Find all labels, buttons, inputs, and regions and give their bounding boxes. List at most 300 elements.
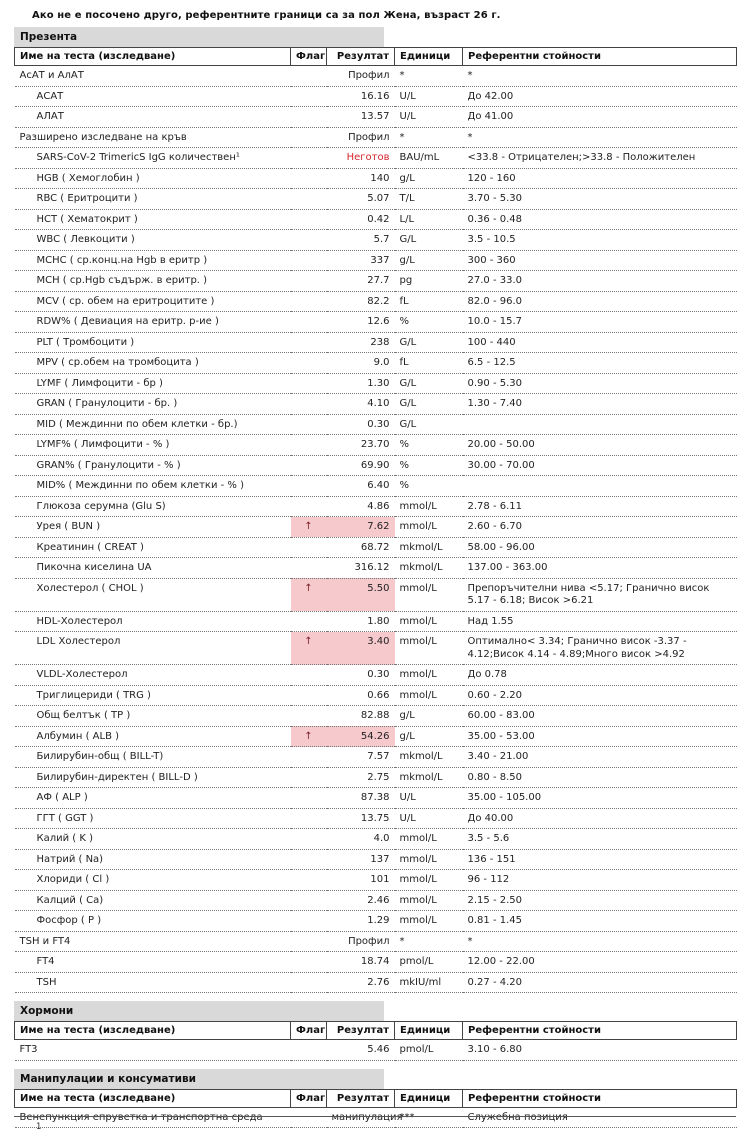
result-flag: ↑ [291,726,327,747]
result-flag [291,435,327,456]
reference-range: 1.30 - 7.40 [463,394,737,415]
result-value: 5.7 [327,230,395,251]
table-row [15,537,737,558]
result-value: 6.40 [327,476,395,497]
table-row [15,373,737,394]
table-row [15,414,737,435]
result-units: L/L [395,209,463,230]
reference-range [463,476,737,497]
table-row [15,685,737,706]
result-units: pmol/L [395,1040,463,1061]
result-flag [291,788,327,809]
reference-range: 35.00 - 53.00 [463,726,737,747]
result-value: 316.12 [327,558,395,579]
result-flag [291,952,327,973]
table-row [15,271,737,292]
reference-range: 0.36 - 0.48 [463,209,737,230]
table-row [15,353,737,374]
table-row [15,168,737,189]
reference-range: 120 - 160 [463,168,737,189]
test-name: TSH [15,972,291,993]
test-name: LYMF% ( Лимфоцити - % ) [15,435,291,456]
result-units: mkmol/L [395,537,463,558]
result-flag [291,66,327,87]
table-row [15,476,737,497]
results-table [14,1089,737,1129]
table-row [15,972,737,993]
result-value: манипулация [327,1107,395,1128]
result-units: U/L [395,107,463,128]
result-value: 27.7 [327,271,395,292]
result-value: 9.0 [327,353,395,374]
result-value: 101 [327,870,395,891]
result-units: mkIU/ml [395,972,463,993]
result-flag [291,312,327,333]
reference-range: * [463,66,737,87]
test-name: Триглицериди ( TRG ) [15,685,291,706]
result-value: 0.30 [327,414,395,435]
test-name: MID ( Междинни по обем клетки - бр.) [15,414,291,435]
table-row [15,189,737,210]
reference-range: До 41.00 [463,107,737,128]
table-row [15,230,737,251]
reference-range: Служебна позиция [463,1107,737,1128]
test-name: АЛАТ [15,107,291,128]
result-value: 0.42 [327,209,395,230]
reference-range: Над 1.55 [463,611,737,632]
table-row [15,849,737,870]
result-units: mmol/L [395,665,463,686]
result-flag [291,665,327,686]
result-flag [291,127,327,148]
result-units: mmol/L [395,611,463,632]
table-row [15,66,737,87]
table-row [15,808,737,829]
table-row [15,890,737,911]
table-row [15,632,737,665]
table-header-row [15,48,737,66]
section-gap [14,1061,736,1067]
table-row [15,312,737,333]
test-name: Калий ( K ) [15,829,291,850]
result-units: fL [395,291,463,312]
test-name: Общ белтък ( TP ) [15,706,291,727]
result-flag [291,931,327,952]
result-units: U/L [395,808,463,829]
result-flag [291,291,327,312]
result-flag [291,209,327,230]
reference-range: 136 - 151 [463,849,737,870]
table-row [15,788,737,809]
table-header-row [15,1022,737,1040]
test-name: MID% ( Междинни по обем клетки - % ) [15,476,291,497]
test-name: MCH ( ср.Hgb съдърж. в еритр. ) [15,271,291,292]
result-value: 5.46 [327,1040,395,1061]
page-number: 1 [36,1122,42,1132]
test-name: Калций ( Ca) [15,890,291,911]
result-flag [291,767,327,788]
test-name: GRAN% ( Гранулоцити - % ) [15,455,291,476]
reference-range: 3.5 - 10.5 [463,230,737,251]
result-value: 4.0 [327,829,395,850]
table-row [15,611,737,632]
result-value: Неготов [327,148,395,169]
result-value: 1.80 [327,611,395,632]
table-row [15,86,737,107]
result-flag [291,373,327,394]
result-units: pg [395,271,463,292]
result-units: mmol/L [395,829,463,850]
reference-range: 0.27 - 4.20 [463,972,737,993]
table-row [15,517,737,538]
result-flag: ↑ [291,632,327,665]
test-name: VLDL-Холестерол [15,665,291,686]
result-value: 7.57 [327,747,395,768]
result-units: * [395,127,463,148]
table-row [15,394,737,415]
table-row [15,1040,737,1061]
result-flag [291,148,327,169]
result-value: 140 [327,168,395,189]
result-flag [291,86,327,107]
result-units: mkmol/L [395,747,463,768]
result-units: mkmol/L [395,767,463,788]
result-flag [291,685,327,706]
result-value: 54.26 [327,726,395,747]
table-row [15,291,737,312]
column-header-flag: Флаг [291,1022,327,1040]
result-flag [291,455,327,476]
reference-range: 12.00 - 22.00 [463,952,737,973]
result-flag [291,476,327,497]
test-name: Фосфор ( P ) [15,911,291,932]
report-sections [14,27,736,1128]
reference-range: 300 - 360 [463,250,737,271]
column-header-result: Резултат [327,1022,395,1040]
result-value: 16.16 [327,86,395,107]
table-row [15,747,737,768]
result-value: 12.6 [327,312,395,333]
reference-range: 137.00 - 363.00 [463,558,737,579]
reference-range: 0.60 - 2.20 [463,685,737,706]
column-header-result: Резултат [327,48,395,66]
result-units: mmol/L [395,870,463,891]
reference-range: 10.0 - 15.7 [463,312,737,333]
test-name: Натрий ( Na) [15,849,291,870]
test-name: RDW% ( Девиация на еритр. р-ие ) [15,312,291,333]
test-name: SARS-CoV-2 TrimericS IgG количествен¹ [15,148,291,169]
result-value: 3.40 [327,632,395,665]
reference-range: 3.70 - 5.30 [463,189,737,210]
table-row [15,250,737,271]
result-value: 2.46 [327,890,395,911]
results-table [14,47,737,993]
test-name: Венепункция епруветка и транспортна среда [15,1107,291,1128]
test-name: ГГТ ( GGT ) [15,808,291,829]
reference-range: 2.60 - 6.70 [463,517,737,538]
result-flag [291,537,327,558]
result-flag [291,414,327,435]
reference-range [463,414,737,435]
column-header-units: Единици [395,48,463,66]
column-header-flag: Флаг [291,48,327,66]
section-gap [14,993,736,999]
column-header-units: Единици [395,1089,463,1107]
result-units: * [395,66,463,87]
table-row [15,911,737,932]
result-value: 137 [327,849,395,870]
result-value: 87.38 [327,788,395,809]
result-units: T/L [395,189,463,210]
result-units: mmol/L [395,517,463,538]
table-row [15,332,737,353]
result-value: 238 [327,332,395,353]
result-units: fL [395,353,463,374]
column-header-reference: Референтни стойности [463,48,737,66]
column-header-flag: Флаг [291,1089,327,1107]
result-flag [291,353,327,374]
reference-notice: Ако не е посочено друго, референтните граници са за пол Жена, възраст 26 г. [32,10,501,21]
table-row [15,558,737,579]
result-value: 1.29 [327,911,395,932]
section-title: Хормони [14,1001,384,1021]
test-name: Глюкоза серумна (Glu S) [15,496,291,517]
result-units: G/L [395,230,463,251]
reference-range: До 0.78 [463,665,737,686]
table-row [15,931,737,952]
test-name: FT4 [15,952,291,973]
test-name: GRAN ( Гранулоцити - бр. ) [15,394,291,415]
result-units: G/L [395,414,463,435]
column-header-name: Име на теста (изследване) [15,1089,291,1107]
test-name: MPV ( ср.обем на тромбоцита ) [15,353,291,374]
result-value: 337 [327,250,395,271]
result-flag [291,706,327,727]
result-flag [291,168,327,189]
table-row [15,435,737,456]
test-name: Холестерол ( CHOL ) [15,578,291,611]
test-name: Разширено изследване на кръв [15,127,291,148]
test-name: Пикочна киселина UA [15,558,291,579]
table-row [15,127,737,148]
test-name: LYMF ( Лимфоцити - бр ) [15,373,291,394]
reference-range: 6.5 - 12.5 [463,353,737,374]
table-row [15,952,737,973]
result-flag [291,972,327,993]
reference-range: 27.0 - 33.0 [463,271,737,292]
test-name: MCV ( ср. обем на еритроцитите ) [15,291,291,312]
result-value: 0.66 [327,685,395,706]
table-row [15,870,737,891]
reference-range: 20.00 - 50.00 [463,435,737,456]
table-row [15,455,737,476]
test-name: Билирубин-общ ( BILL-T) [15,747,291,768]
table-row [15,1107,737,1128]
result-units: BAU/mL [395,148,463,169]
result-units: % [395,312,463,333]
result-value: 23.70 [327,435,395,456]
reference-range: До 40.00 [463,808,737,829]
result-units: mmol/L [395,685,463,706]
result-units: G/L [395,394,463,415]
reference-range: * [463,127,737,148]
result-flag: ↑ [291,578,327,611]
table-row [15,706,737,727]
reference-range: 3.40 - 21.00 [463,747,737,768]
test-name: MCHC ( ср.конц.на Hgb в еритр ) [15,250,291,271]
test-name: PLT ( Тромбоцити ) [15,332,291,353]
result-value: 82.2 [327,291,395,312]
result-value: Профил [327,127,395,148]
reference-range: 3.10 - 6.80 [463,1040,737,1061]
result-flag [291,829,327,850]
result-flag [291,107,327,128]
result-flag [291,332,327,353]
result-flag [291,394,327,415]
result-value: 2.76 [327,972,395,993]
column-header-name: Име на теста (изследване) [15,48,291,66]
result-value: 68.72 [327,537,395,558]
result-flag [291,558,327,579]
result-units: mmol/L [395,890,463,911]
result-flag [291,911,327,932]
result-value: Профил [327,66,395,87]
reference-range: 2.15 - 2.50 [463,890,737,911]
result-value: 1.30 [327,373,395,394]
result-units: G/L [395,332,463,353]
reference-range: 2.78 - 6.11 [463,496,737,517]
table-row [15,209,737,230]
reference-range: 60.00 - 83.00 [463,706,737,727]
column-header-units: Единици [395,1022,463,1040]
reference-range: 3.5 - 5.6 [463,829,737,850]
result-flag [291,230,327,251]
test-name: Хлориди ( Cl ) [15,870,291,891]
result-units: U/L [395,86,463,107]
test-name: Албумин ( ALB ) [15,726,291,747]
column-header-name: Име на теста (изследване) [15,1022,291,1040]
result-value: 82.88 [327,706,395,727]
reference-range: 82.0 - 96.0 [463,291,737,312]
reference-range: Оптимално< 3.34; Гранично висок -3.37 - 4.12;Висок 4.14 - 4.89;Много висок >4.92 [463,632,737,665]
test-name: WBC ( Левкоцити ) [15,230,291,251]
test-name: TSH и FT4 [15,931,291,952]
result-units: mmol/L [395,496,463,517]
result-flag [291,890,327,911]
result-units: pmol/L [395,952,463,973]
result-value: 0.30 [327,665,395,686]
reference-range: 96 - 112 [463,870,737,891]
result-units: g/L [395,250,463,271]
result-units: % [395,455,463,476]
column-header-result: Резултат [327,1089,395,1107]
result-flag [291,271,327,292]
table-row [15,107,737,128]
reference-range: <33.8 - Отрицателен;>33.8 - Положителен [463,148,737,169]
result-units: mmol/L [395,849,463,870]
reference-range: 0.80 - 8.50 [463,767,737,788]
result-units: g/L [395,706,463,727]
reference-range: * [463,931,737,952]
results-table [14,1021,737,1061]
result-units: mkmol/L [395,558,463,579]
result-units: G/L [395,373,463,394]
table-row [15,829,737,850]
test-name: АСАТ [15,86,291,107]
result-flag [291,808,327,829]
footer-divider [14,1116,736,1117]
result-units: U/L [395,788,463,809]
column-header-reference: Референтни стойности [463,1089,737,1107]
test-name: RBC ( Еритроцити ) [15,189,291,210]
reference-range: 35.00 - 105.00 [463,788,737,809]
result-units: mmol/L [395,911,463,932]
result-value: 69.90 [327,455,395,476]
table-row [15,665,737,686]
reference-range: 100 - 440 [463,332,737,353]
test-name: Урея ( BUN ) [15,517,291,538]
result-flag [291,189,327,210]
result-flag [291,849,327,870]
reference-range: До 42.00 [463,86,737,107]
table-row [15,148,737,169]
result-flag: ↑ [291,517,327,538]
table-row [15,578,737,611]
result-units: % [395,435,463,456]
result-value: 7.62 [327,517,395,538]
result-value: 2.75 [327,767,395,788]
table-row [15,496,737,517]
test-name: HGB ( Хемоглобин ) [15,168,291,189]
test-name: LDL Холестерол [15,632,291,665]
result-flag [291,611,327,632]
test-name: АсАТ и АлАТ [15,66,291,87]
result-value: 4.86 [327,496,395,517]
result-units: % [395,476,463,497]
result-flag [291,1040,327,1061]
result-value: Профил [327,931,395,952]
reference-range: 58.00 - 96.00 [463,537,737,558]
reference-range: Препоръчителни нива <5.17; Гранично висок 5.17 - 6.18; Висок >6.21 [463,578,737,611]
result-value: 13.75 [327,808,395,829]
column-header-reference: Референтни стойности [463,1022,737,1040]
result-flag [291,1107,327,1128]
test-name: HDL-Холестерол [15,611,291,632]
result-flag [291,250,327,271]
result-flag [291,496,327,517]
result-units: g/L [395,168,463,189]
result-value: 5.07 [327,189,395,210]
result-flag [291,870,327,891]
reference-range: 0.81 - 1.45 [463,911,737,932]
result-units: mmol/L [395,632,463,665]
result-value: 5.50 [327,578,395,611]
test-name: FT3 [15,1040,291,1061]
test-name: Креатинин ( CREAT ) [15,537,291,558]
table-row [15,726,737,747]
test-name: Билирубин-директен ( BILL-D ) [15,767,291,788]
table-row [15,767,737,788]
test-name: АФ ( ALP ) [15,788,291,809]
test-name: HCT ( Хематокрит ) [15,209,291,230]
result-flag [291,747,327,768]
result-units: mmol/L [395,578,463,611]
section-title: Манипулации и консумативи [14,1069,384,1089]
table-header-row [15,1089,737,1107]
result-value: 18.74 [327,952,395,973]
result-units: *** [395,1107,463,1128]
result-units: g/L [395,726,463,747]
